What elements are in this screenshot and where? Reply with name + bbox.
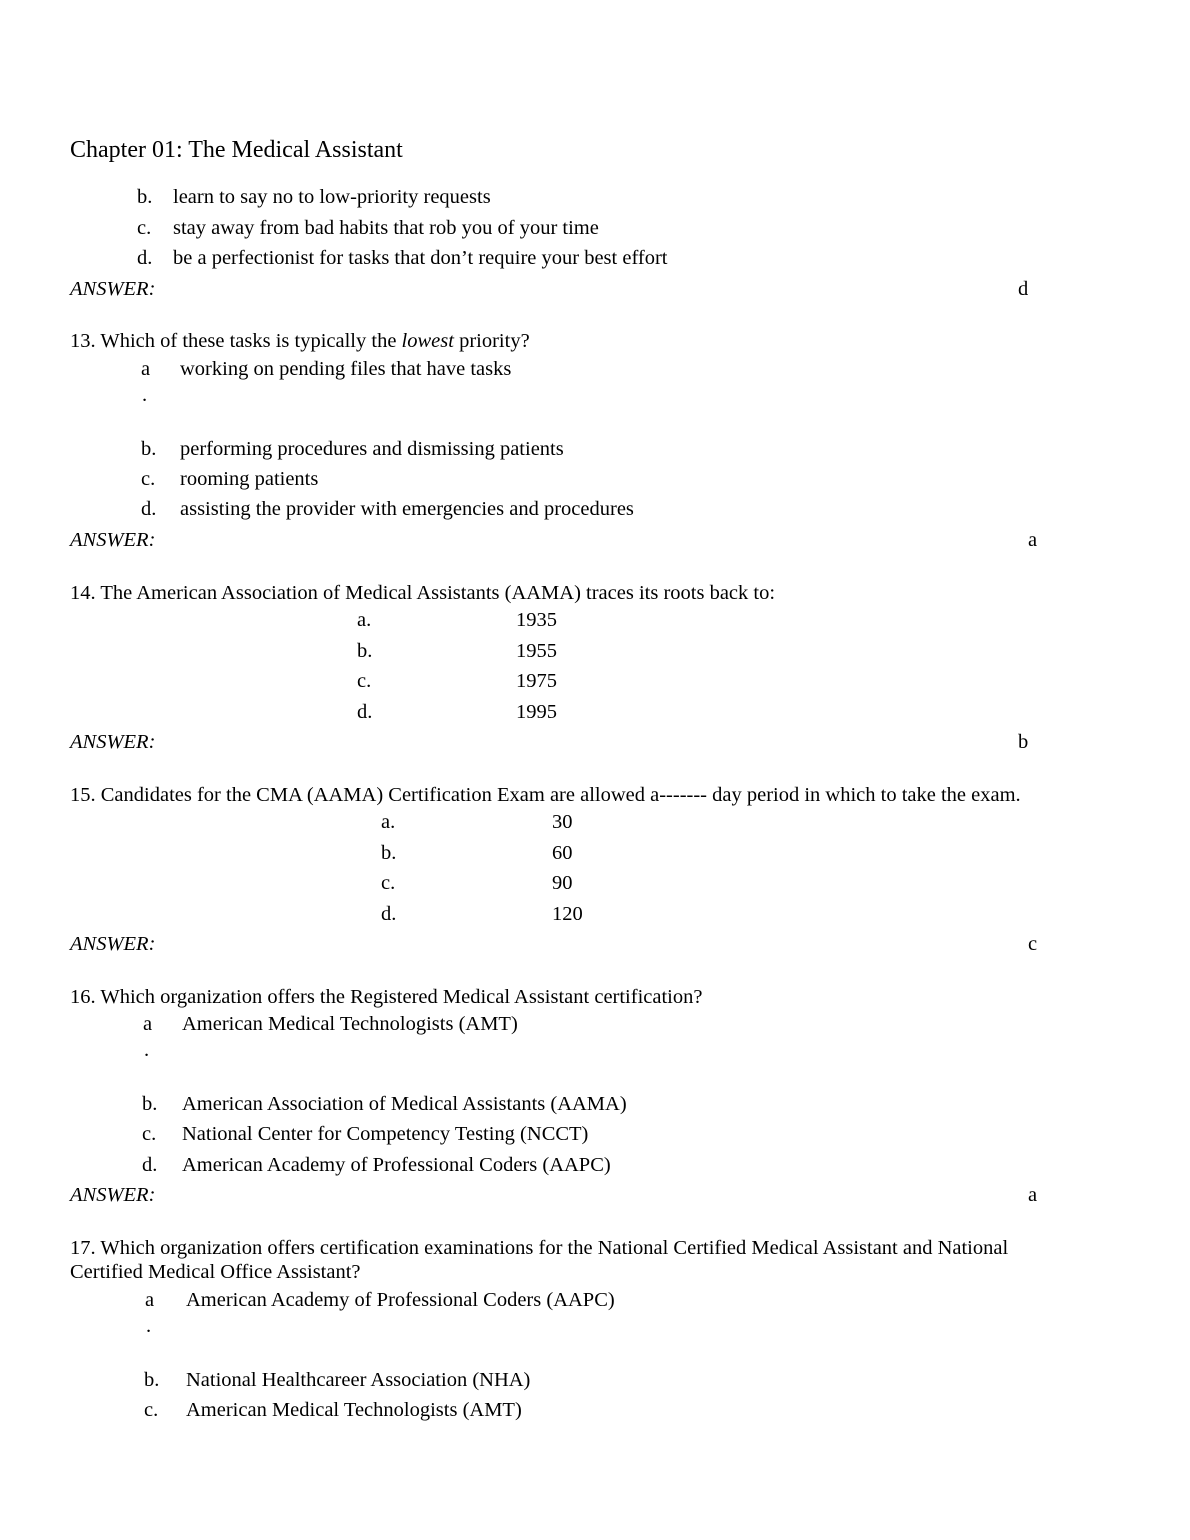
option-letter: d. [137, 247, 153, 269]
option-letter: b. [144, 1369, 160, 1391]
option-letter: a [143, 1013, 153, 1035]
option-text: rooming patients [180, 468, 319, 490]
option-text: 1995 [516, 701, 557, 723]
option-letter: c. [141, 468, 156, 490]
option-letter: c. [137, 217, 152, 239]
option-letter: c. [381, 872, 396, 894]
option-text: assisting the provider with emergencies and procedures [180, 498, 634, 520]
answer-value: d [1018, 278, 1029, 300]
option-text: American Medical Technologists (AMT) [186, 1399, 522, 1421]
option-letter: b. [142, 1093, 158, 1115]
question-text: 13. Which of these tasks is typically the lowest priority? [70, 330, 530, 352]
question-text-line-2: Certified Medical Office Assistant? [70, 1261, 361, 1283]
answer-label: ANSWER: [70, 731, 156, 753]
option-letter-dot: . [142, 384, 148, 406]
answer-value: a [1028, 529, 1038, 551]
option-text: 90 [552, 872, 573, 894]
option-letter: b. [137, 186, 153, 208]
option-text: National Center for Competency Testing (NCCT) [182, 1123, 589, 1145]
option-letter: d. [381, 903, 397, 925]
option-text: 1935 [516, 609, 557, 631]
question-text: 15. Candidates for the CMA (AAMA) Certification Exam are allowed a------- day period in which to take the exam. [70, 784, 1021, 806]
option-letter: a. [381, 811, 396, 833]
option-text: learn to say no to low-priority requests [173, 186, 491, 208]
option-text: American Academy of Professional Coders (AAPC) [186, 1289, 615, 1311]
option-letter: b. [381, 842, 397, 864]
answer-label: ANSWER: [70, 933, 156, 955]
option-letter-dot: . [146, 1315, 152, 1337]
option-letter: a [141, 358, 151, 380]
answer-value: c [1028, 933, 1038, 955]
question-text: 14. The American Association of Medical Assistants (AAMA) traces its roots back to: [70, 582, 776, 604]
option-letter: b. [141, 438, 157, 460]
option-letter: c. [357, 670, 372, 692]
answer-label: ANSWER: [70, 278, 156, 300]
question-text-line-1: 17. Which organization offers certification examinations for the National Certified Medical Assistant and National [70, 1237, 1009, 1259]
option-text: 60 [552, 842, 573, 864]
answer-value: a [1028, 1184, 1038, 1206]
option-letter: a [145, 1289, 155, 1311]
option-letter: a. [357, 609, 372, 631]
chapter-title: Chapter 01: The Medical Assistant [70, 137, 403, 163]
option-text: be a perfectionist for tasks that don’t require your best effort [173, 247, 668, 269]
option-text: American Association of Medical Assistants (AAMA) [182, 1093, 627, 1115]
question-text: 16. Which organization offers the Registered Medical Assistant certification? [70, 986, 703, 1008]
option-text: 1955 [516, 640, 557, 662]
option-letter: c. [144, 1399, 159, 1421]
answer-label: ANSWER: [70, 1184, 156, 1206]
option-text: 120 [552, 903, 583, 925]
option-text: stay away from bad habits that rob you of your time [173, 217, 599, 239]
option-letter: b. [357, 640, 373, 662]
option-letter: d. [141, 498, 157, 520]
option-letter: c. [142, 1123, 157, 1145]
option-text: 1975 [516, 670, 557, 692]
option-text: 30 [552, 811, 573, 833]
option-text: American Medical Technologists (AMT) [182, 1013, 518, 1035]
answer-value: b [1018, 731, 1029, 753]
option-text: performing procedures and dismissing patients [180, 438, 564, 460]
option-letter: d. [357, 701, 373, 723]
option-text: American Academy of Professional Coders (AAPC) [182, 1154, 611, 1176]
option-text: National Healthcareer Association (NHA) [186, 1369, 531, 1391]
option-letter: d. [142, 1154, 158, 1176]
option-text: working on pending files that have tasks [180, 358, 512, 380]
answer-label: ANSWER: [70, 529, 156, 551]
option-letter-dot: . [144, 1039, 150, 1061]
